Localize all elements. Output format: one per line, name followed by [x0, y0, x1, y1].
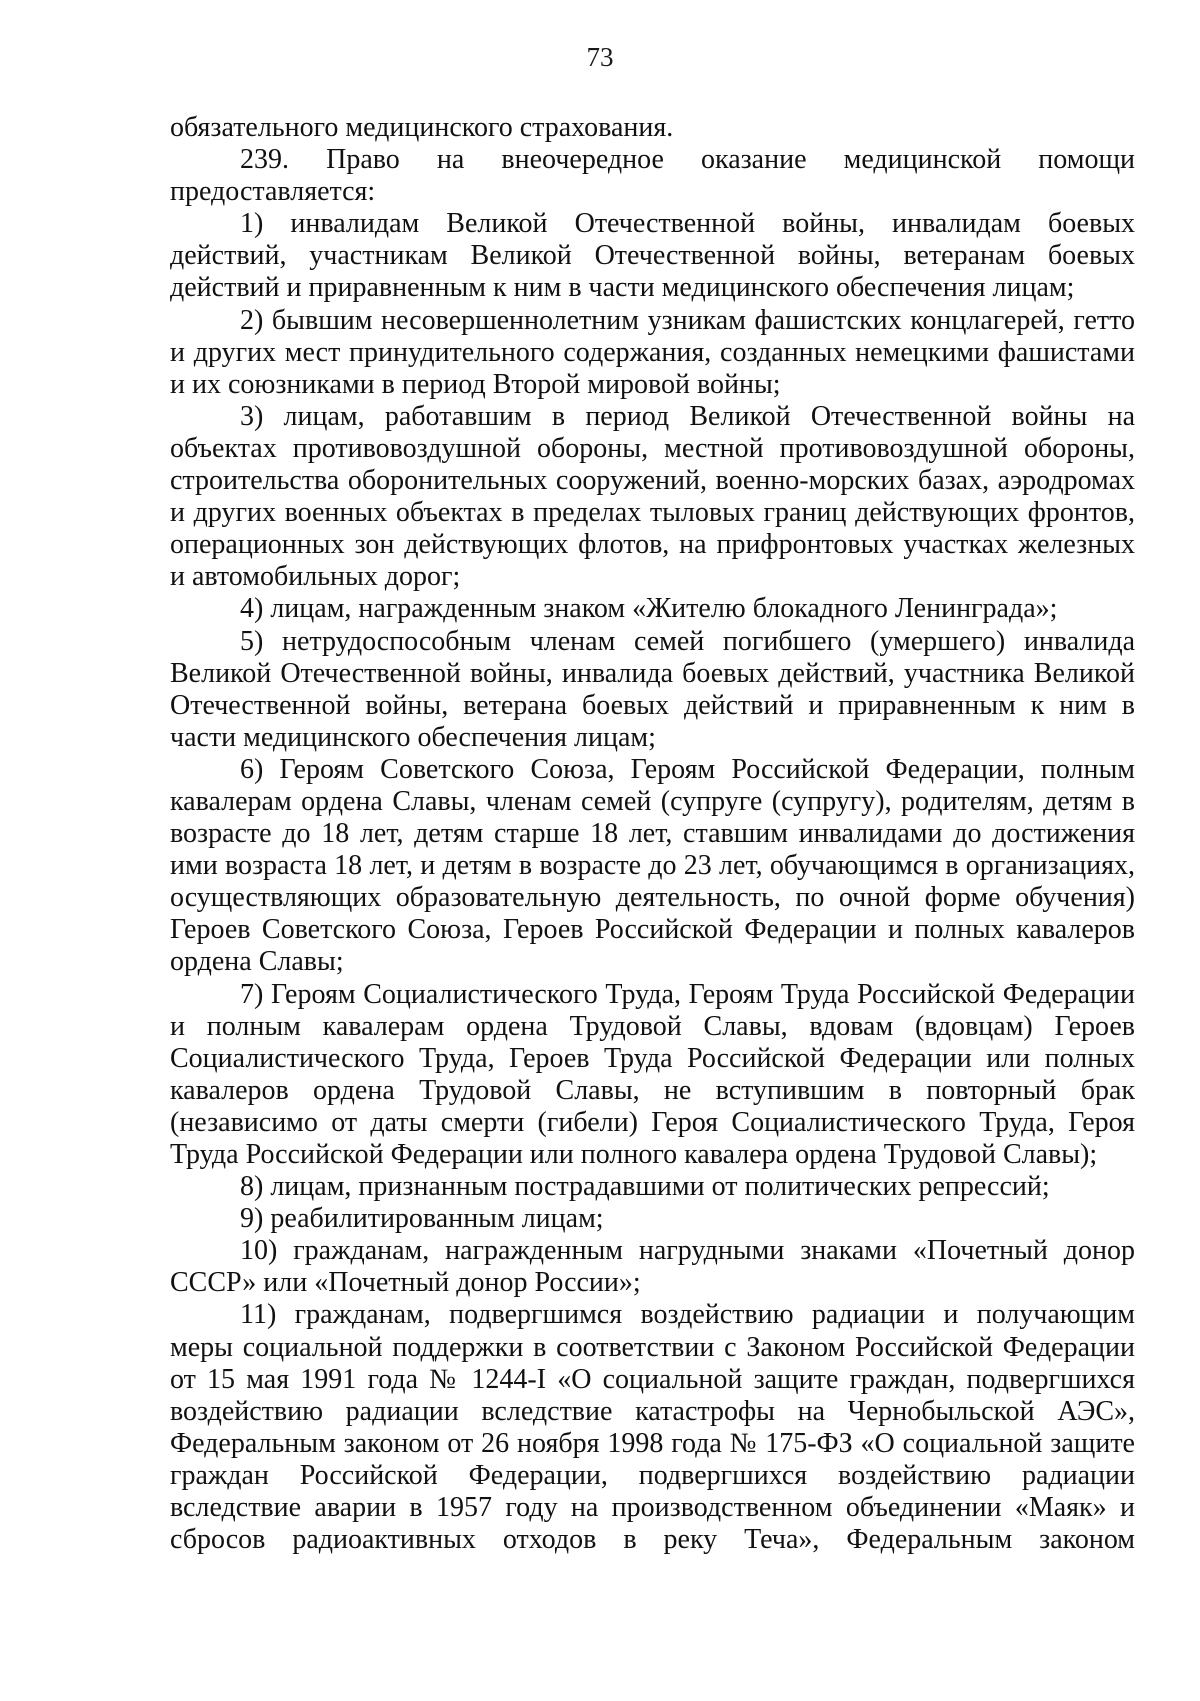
document-body	[170, 112, 1135, 1556]
paragraph-item-5: 5) нетрудоспособным членам семей погибшего (умершего) инвалида Великой Отечественной войны, инвалида боевых действий, участника Великой Отечественной войны, ветерана боевых действий и приравненным к ним в части медицинского обеспечения лицам;	[170, 625, 1135, 753]
paragraph-item-9: 9) реабилитированным лицам;	[240, 1203, 604, 1235]
paragraph-item-11: 11) гражданам, подвергшимся воздействию радиации и получающим меры социальной поддержки в соответствии с Законом Российской Федерации от 15 мая 1991 года № 1244-I «О социальной защите граждан, подвергшихся воздействию радиации вследствие катастрофы на Чернобыльской АЭС», Федеральным законом от 26 ноября 1998 года № 175-ФЗ «О социальной защите граждан Российской Федерации, подвергшихся воздействию радиации вследствие аварии в 1957 году на производственном объединении «Маяк» и сбросов радиоактивных отходов в реку Теча», Федеральным законом	[170, 1299, 1135, 1556]
paragraph-item-1: 1) инвалидам Великой Отечественной войны, инвалидам боевых действий, участникам Великой Отечественной войны, ветеранам боевых действий и приравненным к ним в части медицинского обеспечения лицам;	[170, 208, 1135, 304]
paragraph-item-6: 6) Героям Советского Союза, Героям Российской Федерации, полным кавалерам ордена Славы, членам семей (супруге (супругу), родителям, детям в возрасте до 18 лет, детям старше 18 лет, ставшим инвалидами до достижения ими возраста 18 лет, и детям в возрасте до 23 лет, обучающимся в организациях, осуществляющих образовательную деятельность, по очной форме обучения) Героев Советского Союза, Героев Российской Федерации и полных кавалеров ордена Славы;	[170, 753, 1135, 978]
paragraph-item-3: 3) лицам, работавшим в период Великой Отечественной войны на объектах противовоздушной обороны, местной противовоздушной обороны, строительства оборонительных сооружений, военно-морских базах, аэродромах и других военных объектах в пределах тыловых границ действующих фронтов, операционных зон действующих флотов, на прифронтовых участках железных и автомобильных дорог;	[170, 400, 1135, 593]
page-number: 73	[586, 42, 614, 72]
paragraph-item-7: 7) Героям Социалистического Труда, Героям Труда Российской Федерации и полным кавалерам ордена Трудовой Славы, вдовам (вдовцам) Героев Социалистического Труда, Героев Труда Российской Федерации или полных кавалеров ордена Трудовой Славы, не вступившим в повторный брак (независимо от даты смерти (гибели) Героя Социалистического Труда, Героя Труда Российской Федерации или полного кавалера ордена Трудовой Славы);	[170, 978, 1135, 1170]
paragraph-article-239: 239. Право на внеочередное оказание медицинской помощи предоставляется:	[170, 144, 1135, 208]
paragraph-item-2: 2) бывшим несовершеннолетним узникам фашистских концлагерей, гетто и других мест принудительного содержания, созданных немецкими фашистами и их союзниками в период Второй мировой войны;	[170, 304, 1135, 400]
paragraph-item-10: 10) гражданам, награжденным нагрудными знаками «Почетный донор СССР» или «Почетный донор России»;	[170, 1235, 1135, 1299]
paragraph-item-8: 8) лицам, признанным пострадавшими от политических репрессий;	[240, 1171, 1050, 1203]
paragraph-item-4: 4) лицам, награжденным знаком «Жителю блокадного Ленинграда»;	[240, 593, 1058, 625]
paragraph-continuation: обязательного медицинского страхования.	[170, 112, 674, 143]
